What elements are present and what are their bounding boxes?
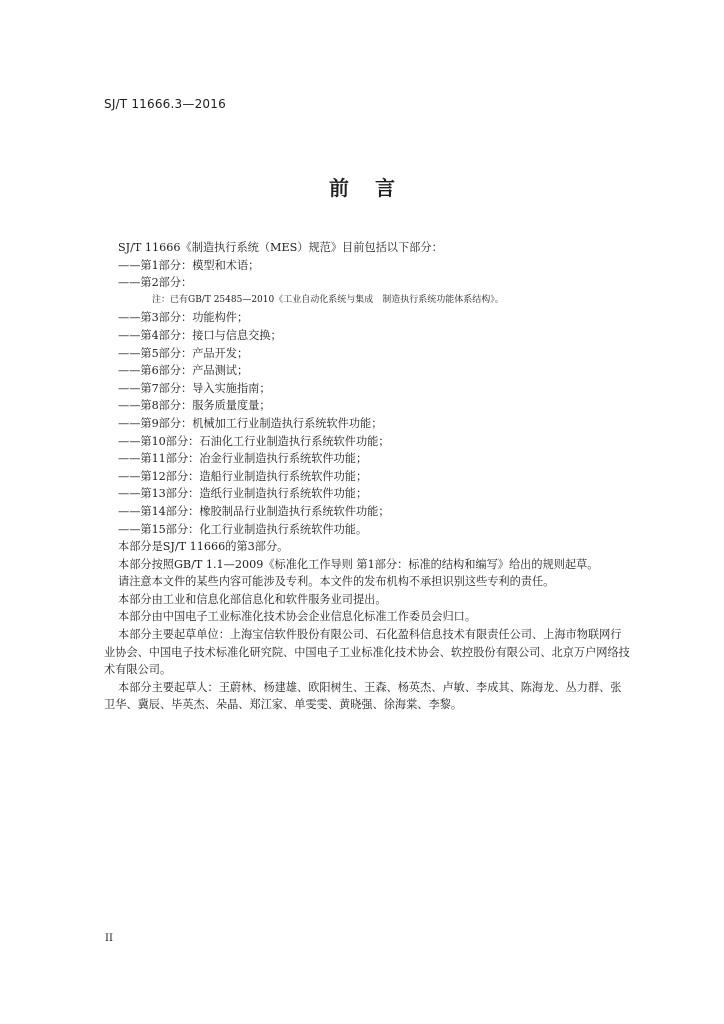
page-title: 前言 [329,176,421,200]
list-item: ——第7部分：导入实施指南； [118,381,271,395]
paragraph: 本部分由工业和信息化部信息化和软件服务业司提出。 [118,592,387,606]
list-item: ——第9部分：机械加工行业制造执行系统软件功能； [118,416,383,430]
paragraph: 本部分由中国电子工业标准化技术协会企业信息化标准工作委员会归口。 [118,610,477,624]
foreword-body [104,239,632,714]
list-item: ——第6部分：产品测试； [118,364,249,378]
page-number: II [105,933,113,944]
list-item: ——第2部分： [118,276,193,290]
standard-code: SJ/T 11666.3—2016 [104,97,226,111]
intro-line: SJ/T 11666《制造执行系统（MES）规范》目前包括以下部分： [118,241,443,254]
list-item: ——第13部分：造纸行业制造执行系统软件功能； [118,487,368,501]
paragraph: 本部分按照GB/T 1.1—2009《标准化工作导则 第1部分：标准的结构和编写》给出的规则起草。 [118,557,599,571]
list-item: ——第5部分：产品开发； [118,346,249,360]
list-item: ——第12部分：造船行业制造执行系统软件功能； [118,469,368,483]
paragraph: 请注意本文件的某些内容可能涉及专利。本文件的发布机构不承担识别这些专利的责任。 [118,575,555,589]
list-item: ——第1部分：模型和术语； [118,258,260,272]
list-item: ——第15部分：化工行业制造执行系统软件功能。 [118,522,368,536]
list-item: ——第4部分：接口与信息交换； [118,328,282,342]
parts-list [104,257,632,539]
list-item: ——第10部分：石油化工行业制造执行系统软件功能； [118,434,390,448]
part2-note: 注：已有GB/T 25485—2010《工业自动化系统与集成 制造执行系统功能体系结构》。 [152,294,504,305]
paragraph: 本部分是SJ/T 11666的第3部分。 [118,540,289,554]
paragraph: 本部分主要起草人：王蔚林、杨建雄、欧阳树生、王森、杨英杰、卢敏、李成其、陈海龙、丛力群、张卫华、冀辰、毕英杰、朵晶、郑江家、单雯雯、黄晓强、徐海棠、李黎。 [104,680,622,712]
paragraph: 本部分主要起草单位：上海宝信软件股份有限公司、石化盈科信息技术有限责任公司、上海市物联网行业协会、中国电子技术标准化研究院、中国电子工业标准化技术协会、软控股份有限公司、北京万户网络技术有限公司。 [104,628,630,677]
list-item: ——第11部分：冶金行业制造执行系统软件功能； [118,452,368,466]
list-item: ——第8部分：服务质量度量； [118,399,271,413]
list-item: ——第3部分：功能构件； [118,311,249,325]
list-item: ——第14部分：橡胶制品行业制造执行系统软件功能； [118,504,390,518]
